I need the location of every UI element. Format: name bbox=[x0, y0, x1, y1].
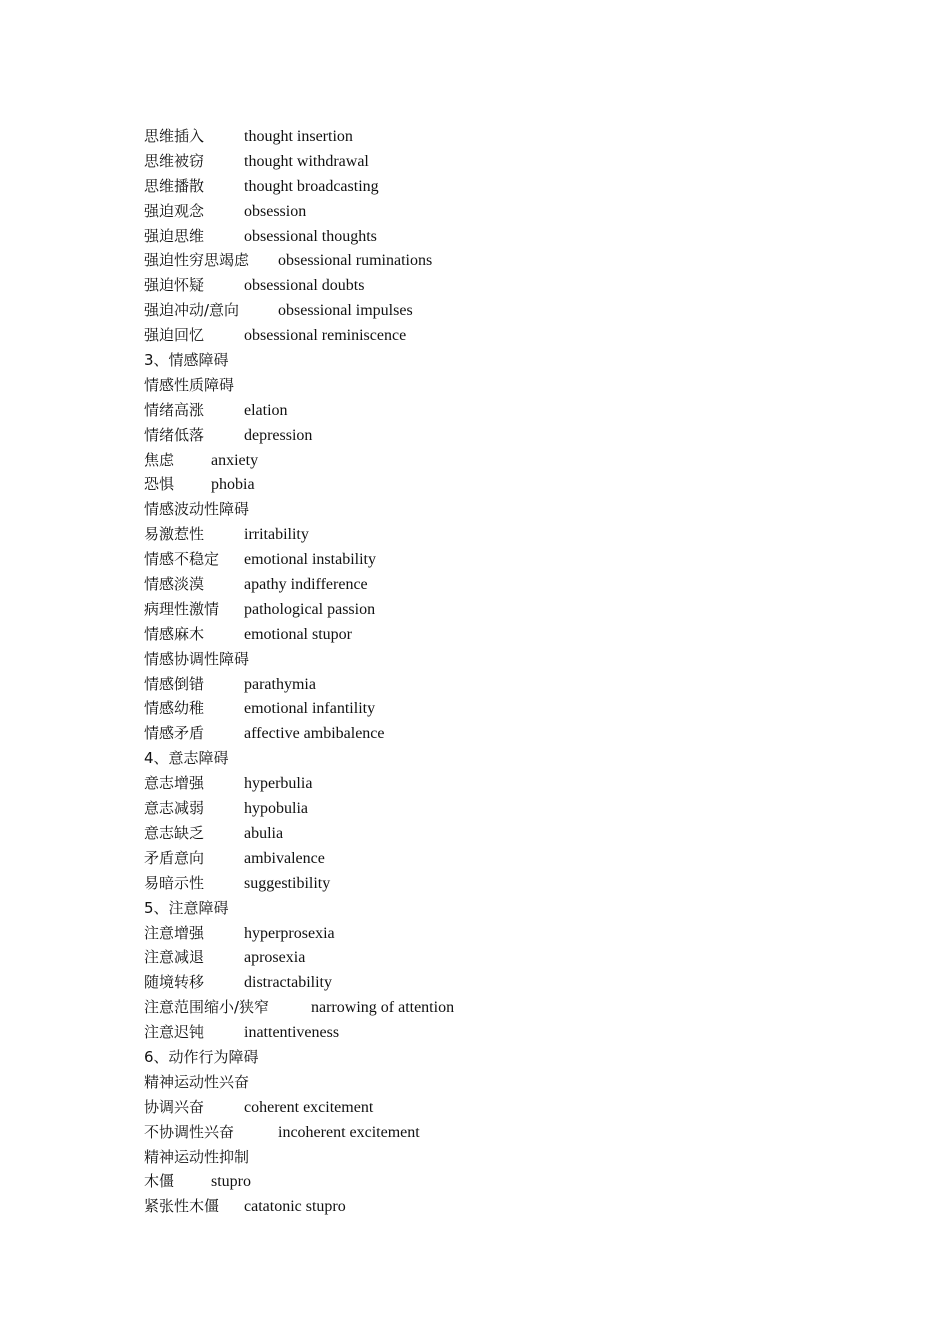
chinese-term: 情绪高涨 bbox=[144, 400, 205, 419]
heading-text: 情感性质障碍 bbox=[144, 375, 235, 394]
chinese-term: 注意范围缩小/狭窄 bbox=[144, 998, 270, 1017]
chinese-term: 情感淡漠 bbox=[144, 575, 205, 594]
glossary-entry bbox=[144, 398, 844, 423]
chinese-term: 协调兴奋 bbox=[144, 1097, 205, 1116]
glossary-entry bbox=[144, 1194, 844, 1219]
english-term: thought insertion bbox=[244, 128, 353, 145]
glossary-entry bbox=[144, 547, 844, 572]
heading-text: 精神运动性抑制 bbox=[144, 1147, 250, 1166]
glossary-entry bbox=[144, 945, 844, 970]
english-term: phobia bbox=[211, 476, 255, 494]
chinese-term: 情绪低落 bbox=[144, 425, 205, 444]
chinese-term: 情感倒错 bbox=[144, 674, 205, 693]
chinese-term: 强迫思维 bbox=[144, 226, 205, 245]
chinese-term: 思维播散 bbox=[144, 176, 205, 195]
english-term: narrowing of attention bbox=[311, 999, 455, 1017]
chinese-term: 不协调性兴奋 bbox=[144, 1122, 235, 1141]
glossary-entry bbox=[144, 522, 844, 547]
section-heading bbox=[144, 373, 844, 398]
glossary-entry bbox=[144, 273, 844, 298]
chinese-term: 木僵 bbox=[144, 1172, 175, 1191]
chinese-term: 紧张性木僵 bbox=[144, 1197, 220, 1216]
glossary-entry bbox=[144, 796, 844, 821]
english-term: obsession bbox=[244, 202, 307, 220]
english-term: ambivalence bbox=[244, 849, 325, 867]
english-term: inattentiveness bbox=[244, 1024, 340, 1042]
section-heading bbox=[144, 1045, 844, 1070]
english-term: coherent excitement bbox=[244, 1098, 374, 1116]
glossary-entry bbox=[144, 921, 844, 946]
english-term: anxiety bbox=[211, 451, 259, 469]
glossary-entry bbox=[144, 1120, 844, 1145]
chinese-term: 情感矛盾 bbox=[144, 724, 205, 743]
section-heading bbox=[144, 1070, 844, 1095]
chinese-term: 强迫性穷思竭虑 bbox=[144, 251, 250, 270]
english-term: stupro bbox=[211, 1173, 251, 1191]
english-term: obsessional doubts bbox=[244, 277, 365, 295]
heading-text: 4、意志障碍 bbox=[144, 749, 229, 768]
english-term: obsessional reminiscence bbox=[244, 327, 407, 345]
glossary-entry bbox=[144, 970, 844, 995]
english-term: elation bbox=[244, 401, 288, 419]
glossary-entry bbox=[144, 199, 844, 224]
english-term: affective ambibalence bbox=[244, 725, 385, 743]
english-term: emotional stupor bbox=[244, 625, 352, 643]
english-term: suggestibility bbox=[244, 874, 331, 892]
english-term: hyperprosexia bbox=[244, 924, 335, 942]
section-heading bbox=[144, 497, 844, 522]
glossary-entry bbox=[144, 1169, 844, 1194]
chinese-term: 焦虑 bbox=[144, 450, 175, 469]
english-term: obsessional impulses bbox=[278, 302, 413, 320]
chinese-term: 矛盾意向 bbox=[144, 848, 205, 867]
glossary-entry bbox=[144, 248, 844, 273]
chinese-term: 注意迟钝 bbox=[144, 1023, 205, 1042]
section-heading bbox=[144, 1145, 844, 1170]
english-term: abulia bbox=[244, 824, 284, 842]
english-term: thought broadcasting bbox=[244, 177, 379, 195]
glossary-entry bbox=[144, 771, 844, 796]
section-heading bbox=[144, 896, 844, 921]
chinese-term: 强迫观念 bbox=[144, 201, 205, 220]
english-term: thought withdrawal bbox=[244, 152, 369, 170]
english-term: obsessional ruminations bbox=[278, 252, 433, 270]
chinese-term: 易暗示性 bbox=[144, 873, 205, 892]
chinese-term: 强迫怀疑 bbox=[144, 276, 205, 295]
chinese-term: 思维被窃 bbox=[144, 151, 205, 170]
section-heading bbox=[144, 647, 844, 672]
chinese-term: 思维插入 bbox=[144, 127, 205, 145]
glossary-entry bbox=[144, 597, 844, 622]
glossary-entry bbox=[144, 174, 844, 199]
chinese-term: 恐惧 bbox=[144, 475, 175, 494]
heading-text: 5、注意障碍 bbox=[144, 898, 229, 917]
chinese-term: 强迫回忆 bbox=[144, 326, 205, 345]
chinese-term: 易激惹性 bbox=[144, 525, 205, 544]
english-term: apathy indifference bbox=[244, 576, 368, 594]
english-term: emotional instability bbox=[244, 551, 376, 569]
chinese-term: 情感幼稚 bbox=[144, 699, 205, 718]
glossary-entry bbox=[144, 572, 844, 597]
heading-text: 情感波动性障碍 bbox=[144, 500, 250, 519]
english-term: distractability bbox=[244, 974, 332, 992]
chinese-term: 情感不稳定 bbox=[144, 550, 220, 569]
glossary-entry bbox=[144, 224, 844, 249]
english-term: catatonic stupro bbox=[244, 1198, 346, 1216]
glossary-entry bbox=[144, 298, 844, 323]
glossary-entry bbox=[144, 846, 844, 871]
chinese-term: 强迫冲动/意向 bbox=[144, 301, 240, 320]
chinese-term: 随境转移 bbox=[144, 973, 205, 992]
glossary-entry bbox=[144, 995, 844, 1020]
english-term: obsessional thoughts bbox=[244, 227, 377, 245]
heading-text: 3、情感障碍 bbox=[144, 351, 229, 370]
heading-text: 情感协调性障碍 bbox=[144, 649, 250, 668]
english-term: depression bbox=[244, 426, 313, 444]
heading-text: 精神运动性兴奋 bbox=[144, 1072, 250, 1091]
glossary-entry bbox=[144, 124, 844, 149]
english-term: pathological passion bbox=[244, 600, 376, 618]
english-term: incoherent excitement bbox=[278, 1123, 420, 1141]
glossary-entry bbox=[144, 672, 844, 697]
glossary-entry bbox=[144, 721, 844, 746]
chinese-term: 注意减退 bbox=[144, 948, 205, 967]
glossary-entry bbox=[144, 1095, 844, 1120]
english-term: emotional infantility bbox=[244, 700, 376, 718]
chinese-term: 注意增强 bbox=[144, 923, 205, 942]
chinese-term: 情感麻木 bbox=[144, 624, 205, 643]
glossary-entry bbox=[144, 323, 844, 348]
chinese-term: 意志减弱 bbox=[144, 799, 205, 818]
glossary-entry bbox=[144, 871, 844, 896]
section-heading bbox=[144, 348, 844, 373]
english-term: hyperbulia bbox=[244, 775, 313, 793]
glossary-entry bbox=[144, 472, 844, 497]
glossary-entry bbox=[144, 821, 844, 846]
english-term: hypobulia bbox=[244, 800, 308, 818]
chinese-term: 病理性激情 bbox=[144, 599, 220, 618]
glossary-entry bbox=[144, 149, 844, 174]
glossary-entry bbox=[144, 448, 844, 473]
glossary-entry bbox=[144, 423, 844, 448]
chinese-term: 意志增强 bbox=[144, 774, 205, 793]
glossary-entry bbox=[144, 696, 844, 721]
glossary-entry bbox=[144, 1020, 844, 1045]
heading-text: 6、动作行为障碍 bbox=[144, 1047, 259, 1066]
glossary-entry bbox=[144, 622, 844, 647]
english-term: parathymia bbox=[244, 675, 316, 693]
chinese-term: 意志缺乏 bbox=[144, 823, 205, 842]
document-body bbox=[144, 124, 844, 1219]
english-term: irritability bbox=[244, 526, 309, 544]
english-term: aprosexia bbox=[244, 949, 306, 967]
section-heading bbox=[144, 746, 844, 771]
